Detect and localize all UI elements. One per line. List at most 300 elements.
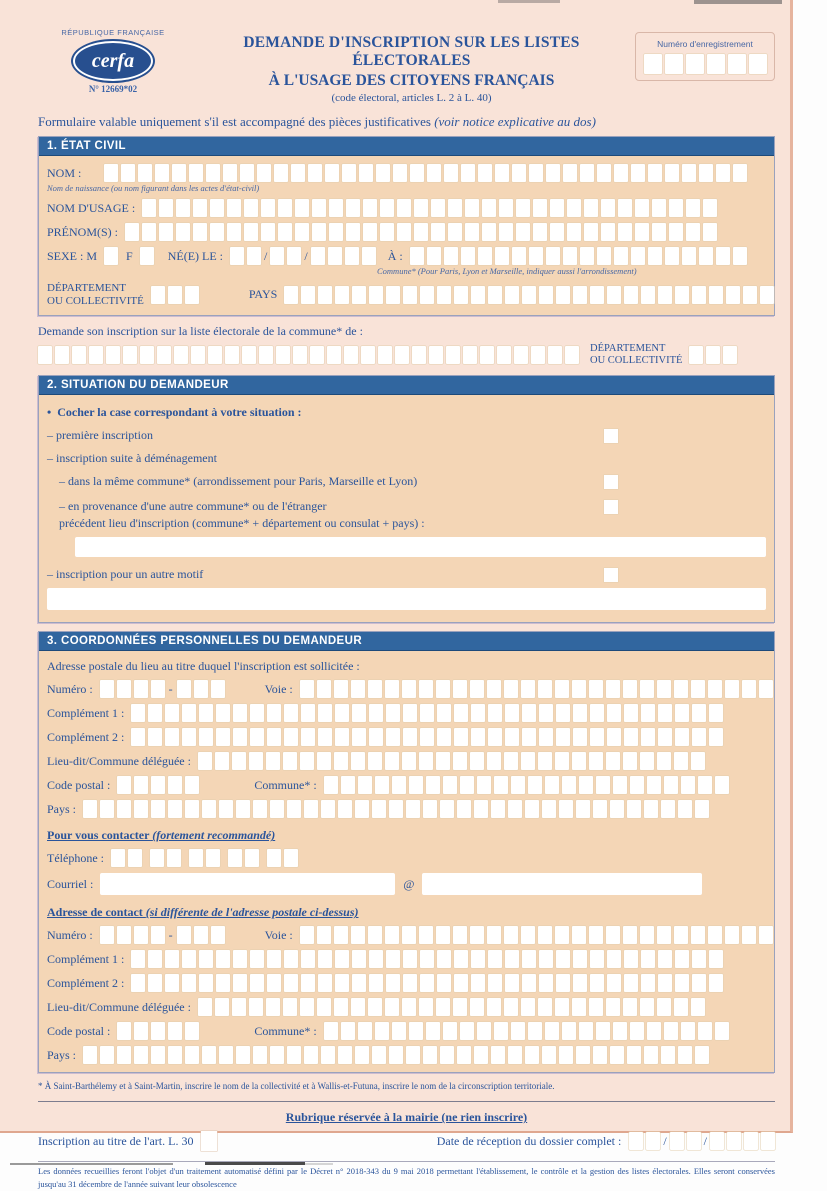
char-box[interactable] (640, 680, 654, 698)
char-box[interactable] (300, 752, 314, 770)
char-box[interactable] (470, 926, 484, 944)
char-box[interactable] (623, 752, 637, 770)
char-box[interactable] (389, 1046, 403, 1064)
char-box[interactable] (624, 286, 638, 304)
char-box[interactable] (386, 704, 400, 722)
char-box[interactable] (155, 164, 169, 182)
char-box[interactable] (665, 54, 683, 74)
char-box[interactable] (505, 974, 519, 992)
char-box[interactable] (329, 199, 343, 217)
char-box[interactable] (182, 974, 196, 992)
char-box[interactable] (368, 680, 382, 698)
char-box[interactable] (550, 199, 564, 217)
char-box[interactable] (682, 164, 696, 182)
char-box[interactable] (304, 800, 318, 818)
char-box[interactable] (117, 776, 131, 794)
char-box[interactable] (185, 776, 199, 794)
char-box[interactable] (508, 800, 522, 818)
char-box[interactable] (318, 728, 332, 746)
char-box[interactable] (749, 54, 767, 74)
char-box[interactable] (607, 704, 621, 722)
char-box[interactable] (227, 223, 241, 241)
char-box[interactable] (695, 1046, 709, 1064)
char-box[interactable] (504, 926, 518, 944)
char-box[interactable] (454, 974, 468, 992)
char-box[interactable] (437, 974, 451, 992)
char-box[interactable] (168, 800, 182, 818)
char-box[interactable] (295, 223, 309, 241)
char-box[interactable] (386, 286, 400, 304)
char-box[interactable] (249, 998, 263, 1016)
char-box[interactable] (334, 680, 348, 698)
char-box[interactable] (709, 704, 723, 722)
char-box[interactable] (641, 728, 655, 746)
char-box[interactable] (359, 164, 373, 182)
char-box[interactable] (351, 998, 365, 1016)
char-box[interactable] (658, 704, 672, 722)
char-box[interactable] (375, 776, 389, 794)
char-box[interactable] (647, 776, 661, 794)
char-box[interactable] (613, 1022, 627, 1040)
char-box[interactable] (674, 926, 688, 944)
meme-commune-checkbox[interactable] (604, 475, 618, 489)
char-box[interactable] (363, 199, 377, 217)
char-box[interactable] (312, 199, 326, 217)
char-box[interactable] (686, 199, 700, 217)
char-box[interactable] (369, 704, 383, 722)
char-box[interactable] (219, 1046, 233, 1064)
char-box[interactable] (437, 286, 451, 304)
char-box[interactable] (157, 346, 171, 364)
char-box[interactable] (471, 286, 485, 304)
char-box[interactable] (491, 800, 505, 818)
char-box[interactable] (244, 223, 258, 241)
char-box[interactable] (644, 54, 662, 74)
char-box[interactable] (597, 164, 611, 182)
char-box[interactable] (402, 680, 416, 698)
char-box[interactable] (380, 223, 394, 241)
char-box[interactable] (287, 1046, 301, 1064)
char-box[interactable] (352, 704, 366, 722)
char-box[interactable] (216, 974, 230, 992)
char-box[interactable] (427, 247, 441, 265)
char-box[interactable] (325, 164, 339, 182)
char-box[interactable] (482, 223, 496, 241)
char-box[interactable] (528, 776, 542, 794)
char-box[interactable] (573, 704, 587, 722)
char-box[interactable] (198, 752, 212, 770)
char-box[interactable] (584, 199, 598, 217)
char-box[interactable] (437, 704, 451, 722)
char-box[interactable] (335, 950, 349, 968)
char-box[interactable] (699, 247, 713, 265)
char-box[interactable] (436, 926, 450, 944)
char-box[interactable] (165, 728, 179, 746)
char-box[interactable] (709, 286, 723, 304)
char-box[interactable] (708, 926, 722, 944)
char-box[interactable] (629, 1132, 643, 1150)
char-box[interactable] (317, 926, 331, 944)
char-box[interactable] (304, 1046, 318, 1064)
char-box[interactable] (470, 998, 484, 1016)
char-box[interactable] (151, 800, 165, 818)
char-box[interactable] (522, 974, 536, 992)
char-box[interactable] (556, 728, 570, 746)
char-box[interactable] (324, 776, 338, 794)
char-box[interactable] (699, 164, 713, 182)
char-box[interactable] (409, 1022, 423, 1040)
char-box[interactable] (516, 223, 530, 241)
char-box[interactable] (457, 800, 471, 818)
char-box[interactable] (624, 974, 638, 992)
char-box[interactable] (556, 704, 570, 722)
char-box[interactable] (249, 752, 263, 770)
char-box[interactable] (199, 950, 213, 968)
char-box[interactable] (193, 223, 207, 241)
char-box[interactable] (168, 286, 182, 304)
char-box[interactable] (284, 849, 298, 867)
char-box[interactable] (358, 1022, 372, 1040)
char-box[interactable] (176, 199, 190, 217)
char-box[interactable] (521, 998, 535, 1016)
char-box[interactable] (283, 752, 297, 770)
char-box[interactable] (640, 752, 654, 770)
char-box[interactable] (159, 223, 173, 241)
char-box[interactable] (368, 926, 382, 944)
char-box[interactable] (215, 752, 229, 770)
char-box[interactable] (444, 164, 458, 182)
char-box[interactable] (495, 164, 509, 182)
char-box[interactable] (419, 926, 433, 944)
char-box[interactable] (117, 926, 131, 944)
char-box[interactable] (185, 1046, 199, 1064)
char-box[interactable] (402, 926, 416, 944)
char-box[interactable] (317, 752, 331, 770)
char-box[interactable] (134, 680, 148, 698)
char-box[interactable] (562, 1022, 576, 1040)
char-box[interactable] (233, 974, 247, 992)
char-box[interactable] (529, 247, 543, 265)
char-box[interactable] (579, 776, 593, 794)
char-box[interactable] (593, 800, 607, 818)
char-box[interactable] (460, 1022, 474, 1040)
char-box[interactable] (436, 680, 450, 698)
char-box[interactable] (321, 800, 335, 818)
char-box[interactable] (291, 164, 305, 182)
char-box[interactable] (419, 752, 433, 770)
char-box[interactable] (312, 223, 326, 241)
char-box[interactable] (607, 950, 621, 968)
char-box[interactable] (657, 752, 671, 770)
char-box[interactable] (538, 926, 552, 944)
char-box[interactable] (477, 1022, 491, 1040)
char-box[interactable] (563, 247, 577, 265)
char-box[interactable] (318, 950, 332, 968)
char-box[interactable] (658, 728, 672, 746)
char-box[interactable] (321, 1046, 335, 1064)
char-box[interactable] (565, 346, 579, 364)
char-box[interactable] (104, 164, 118, 182)
char-box[interactable] (723, 346, 737, 364)
char-box[interactable] (495, 247, 509, 265)
char-box[interactable] (267, 704, 281, 722)
char-box[interactable] (293, 346, 307, 364)
char-box[interactable] (573, 974, 587, 992)
char-box[interactable] (471, 704, 485, 722)
char-box[interactable] (420, 704, 434, 722)
char-box[interactable] (681, 776, 695, 794)
char-box[interactable] (244, 199, 258, 217)
char-box[interactable] (559, 1046, 573, 1064)
char-box[interactable] (261, 199, 275, 217)
char-box[interactable] (670, 1132, 684, 1150)
char-box[interactable] (301, 950, 315, 968)
char-box[interactable] (512, 247, 526, 265)
char-box[interactable] (675, 286, 689, 304)
char-box[interactable] (454, 728, 468, 746)
char-box[interactable] (567, 223, 581, 241)
char-box[interactable] (576, 800, 590, 818)
char-box[interactable] (301, 704, 315, 722)
char-box[interactable] (542, 800, 556, 818)
char-box[interactable] (191, 346, 205, 364)
char-box[interactable] (669, 223, 683, 241)
char-box[interactable] (624, 950, 638, 968)
char-box[interactable] (606, 926, 620, 944)
char-box[interactable] (606, 680, 620, 698)
char-box[interactable] (546, 247, 560, 265)
char-box[interactable] (488, 704, 502, 722)
char-box[interactable] (335, 286, 349, 304)
char-box[interactable] (658, 974, 672, 992)
char-box[interactable] (267, 950, 281, 968)
char-box[interactable] (613, 776, 627, 794)
char-box[interactable] (142, 199, 156, 217)
char-box[interactable] (121, 164, 135, 182)
char-box[interactable] (338, 1046, 352, 1064)
char-box[interactable] (385, 680, 399, 698)
char-box[interactable] (410, 247, 424, 265)
char-box[interactable] (703, 223, 717, 241)
char-box[interactable] (641, 950, 655, 968)
char-box[interactable] (412, 346, 426, 364)
char-box[interactable] (409, 776, 423, 794)
char-box[interactable] (708, 680, 722, 698)
char-box[interactable] (504, 680, 518, 698)
char-box[interactable] (344, 346, 358, 364)
char-box[interactable] (385, 752, 399, 770)
char-box[interactable] (644, 1046, 658, 1064)
char-box[interactable] (369, 728, 383, 746)
char-box[interactable] (487, 752, 501, 770)
char-box[interactable] (308, 164, 322, 182)
char-box[interactable] (584, 223, 598, 241)
char-box[interactable] (641, 286, 655, 304)
char-box[interactable] (131, 728, 145, 746)
autre-motif-input[interactable] (47, 588, 766, 610)
char-box[interactable] (505, 286, 519, 304)
char-box[interactable] (576, 1046, 590, 1064)
char-box[interactable] (351, 926, 365, 944)
char-box[interactable] (726, 286, 740, 304)
char-box[interactable] (448, 223, 462, 241)
char-box[interactable] (678, 1046, 692, 1064)
char-box[interactable] (687, 1132, 701, 1150)
char-box[interactable] (539, 974, 553, 992)
char-box[interactable] (123, 346, 137, 364)
char-box[interactable] (267, 728, 281, 746)
char-box[interactable] (573, 950, 587, 968)
char-box[interactable] (623, 926, 637, 944)
char-box[interactable] (301, 974, 315, 992)
char-box[interactable] (716, 247, 730, 265)
char-box[interactable] (681, 1022, 695, 1040)
char-box[interactable] (675, 974, 689, 992)
char-box[interactable] (760, 286, 774, 304)
char-box[interactable] (174, 346, 188, 364)
char-box[interactable] (647, 1022, 661, 1040)
char-box[interactable] (478, 247, 492, 265)
char-box[interactable] (148, 704, 162, 722)
char-box[interactable] (454, 704, 468, 722)
char-box[interactable] (351, 680, 365, 698)
char-box[interactable] (573, 728, 587, 746)
char-box[interactable] (538, 998, 552, 1016)
char-box[interactable] (352, 286, 366, 304)
char-box[interactable] (640, 998, 654, 1016)
char-box[interactable] (692, 286, 706, 304)
char-box[interactable] (556, 950, 570, 968)
char-box[interactable] (691, 926, 705, 944)
char-box[interactable] (538, 752, 552, 770)
char-box[interactable] (185, 286, 199, 304)
char-box[interactable] (216, 728, 230, 746)
char-box[interactable] (397, 223, 411, 241)
char-box[interactable] (630, 1022, 644, 1040)
char-box[interactable] (590, 728, 604, 746)
char-box[interactable] (725, 680, 739, 698)
char-box[interactable] (100, 680, 114, 698)
char-box[interactable] (533, 223, 547, 241)
char-box[interactable] (361, 346, 375, 364)
sexe-m-checkbox[interactable] (104, 247, 118, 265)
char-box[interactable] (250, 704, 264, 722)
char-box[interactable] (614, 164, 628, 182)
char-box[interactable] (125, 223, 139, 241)
char-box[interactable] (148, 950, 162, 968)
char-box[interactable] (352, 728, 366, 746)
char-box[interactable] (240, 164, 254, 182)
char-box[interactable] (715, 776, 729, 794)
char-box[interactable] (579, 1022, 593, 1040)
premiere-inscription-checkbox[interactable] (604, 429, 618, 443)
char-box[interactable] (614, 247, 628, 265)
char-box[interactable] (267, 974, 281, 992)
char-box[interactable] (640, 926, 654, 944)
char-box[interactable] (674, 998, 688, 1016)
char-box[interactable] (545, 776, 559, 794)
char-box[interactable] (253, 800, 267, 818)
char-box[interactable] (355, 1046, 369, 1064)
char-box[interactable] (403, 704, 417, 722)
char-box[interactable] (100, 800, 114, 818)
char-box[interactable] (385, 998, 399, 1016)
char-box[interactable] (372, 800, 386, 818)
char-box[interactable] (641, 704, 655, 722)
char-box[interactable] (706, 346, 720, 364)
char-box[interactable] (284, 728, 298, 746)
char-box[interactable] (327, 346, 341, 364)
char-box[interactable] (346, 223, 360, 241)
char-box[interactable] (657, 926, 671, 944)
char-box[interactable] (580, 164, 594, 182)
char-box[interactable] (284, 974, 298, 992)
char-box[interactable] (709, 950, 723, 968)
char-box[interactable] (167, 849, 181, 867)
char-box[interactable] (590, 704, 604, 722)
char-box[interactable] (368, 998, 382, 1016)
char-box[interactable] (431, 223, 445, 241)
char-box[interactable] (202, 800, 216, 818)
char-box[interactable] (470, 752, 484, 770)
char-box[interactable] (403, 286, 417, 304)
char-box[interactable] (168, 1046, 182, 1064)
char-box[interactable] (38, 346, 52, 364)
char-box[interactable] (426, 776, 440, 794)
char-box[interactable] (610, 1046, 624, 1064)
char-box[interactable] (623, 998, 637, 1016)
char-box[interactable] (270, 247, 284, 265)
char-box[interactable] (514, 346, 528, 364)
char-box[interactable] (556, 286, 570, 304)
char-box[interactable] (393, 164, 407, 182)
char-box[interactable] (716, 164, 730, 182)
char-box[interactable] (593, 1046, 607, 1064)
char-box[interactable] (253, 1046, 267, 1064)
char-box[interactable] (335, 704, 349, 722)
char-box[interactable] (511, 1022, 525, 1040)
char-box[interactable] (334, 926, 348, 944)
char-box[interactable] (761, 1132, 775, 1150)
char-box[interactable] (410, 164, 424, 182)
char-box[interactable] (182, 704, 196, 722)
char-box[interactable] (606, 752, 620, 770)
char-box[interactable] (624, 704, 638, 722)
courriel-domain-input[interactable] (422, 873, 702, 895)
char-box[interactable] (511, 776, 525, 794)
char-box[interactable] (646, 1132, 660, 1150)
char-box[interactable] (111, 849, 125, 867)
char-box[interactable] (185, 1022, 199, 1040)
l30-checkbox[interactable] (201, 1131, 217, 1151)
char-box[interactable] (216, 704, 230, 722)
char-box[interactable] (474, 1046, 488, 1064)
char-box[interactable] (453, 998, 467, 1016)
char-box[interactable] (661, 1046, 675, 1064)
char-box[interactable] (403, 974, 417, 992)
char-box[interactable] (83, 800, 97, 818)
char-box[interactable] (539, 950, 553, 968)
char-box[interactable] (423, 1046, 437, 1064)
char-box[interactable] (134, 926, 148, 944)
char-box[interactable] (194, 680, 208, 698)
char-box[interactable] (635, 199, 649, 217)
char-box[interactable] (436, 998, 450, 1016)
char-box[interactable] (522, 950, 536, 968)
char-box[interactable] (358, 776, 372, 794)
char-box[interactable] (443, 1022, 457, 1040)
char-box[interactable] (431, 199, 445, 217)
